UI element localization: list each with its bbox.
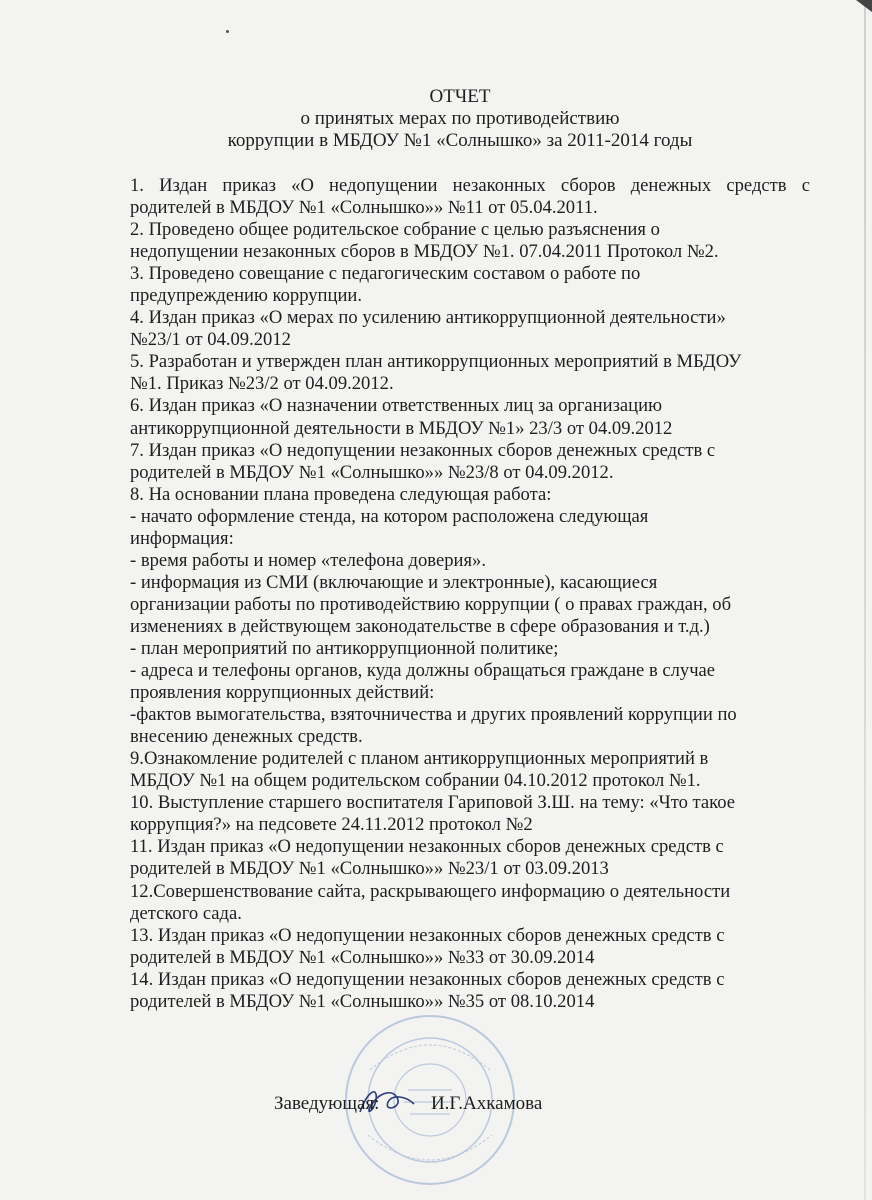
page-edge-shadow	[864, 0, 866, 1200]
report-line: -фактов вымогательства, взяточничества и других проявлений коррупции по	[130, 704, 737, 726]
report-line: 4. Издан приказ «О мерах по усилению антикоррупционной деятельности»	[130, 307, 726, 329]
report-line: родителей в МБДОУ №1 «Солнышко»» №35 от 08.10.2014	[130, 990, 595, 1012]
report-line: - информация из СМИ (включающие и электронные), касающиеся	[130, 571, 658, 593]
report-line: 10. Выступление старшего воспитателя Гариповой З.Ш. на тему: «Что такое	[130, 792, 736, 814]
report-line: информация:	[130, 527, 234, 549]
report-line: родителей в МБДОУ №1 «Солнышко»» №23/1 от 03.09.2013	[130, 858, 609, 880]
report-line: 6. Издан приказ «О назначении ответственных лиц за организацию	[130, 395, 662, 417]
report-line: 13. Издан приказ «О недопущении незаконных сборов денежных средств с	[130, 924, 725, 946]
report-line: - начато оформление стенда, на котором расположена следующая	[130, 505, 649, 527]
report-line: антикоррупционной деятельности в МБДОУ №1» 23/3 от 04.09.2012	[130, 417, 673, 439]
report-line: МБДОУ №1 на общем родительском собрании 04.10.2012 протокол №1.	[130, 770, 701, 792]
report-line: 1. Издан приказ «О недопущении незаконных сборов денежных средств с	[130, 175, 810, 196]
scan-speck	[226, 30, 229, 33]
report-line: 2. Проведено общее родительское собрание с целью разъяснения о	[130, 219, 660, 241]
folded-corner-mark	[852, 0, 872, 16]
report-line: предупреждению коррупции.	[130, 285, 362, 307]
report-line: родителей в МБДОУ №1 «Солнышко»» №11 от 05.04.2011.	[130, 197, 598, 219]
document-subtitle-line-1: о принятых мерах по противодействию	[300, 108, 620, 129]
report-line: проявления коррупционных действий:	[130, 682, 435, 704]
report-line: 14. Издан приказ «О недопущении незаконных сборов денежных средств с	[130, 968, 725, 990]
report-line: коррупция?» на педсовете 24.11.2012 протокол №2	[130, 814, 533, 836]
signer-title: Заведующая:	[274, 1093, 380, 1114]
report-line: родителей в МБДОУ №1 «Солнышко»» №23/8 от 04.09.2012.	[130, 461, 614, 483]
report-line: детского сада.	[130, 902, 242, 924]
signer-name: И.Г.Ахкамова	[430, 1093, 543, 1114]
report-line: родителей в МБДОУ №1 «Солнышко»» №33 от 30.09.2014	[130, 946, 595, 968]
document-header	[180, 86, 740, 152]
report-line: №1. Приказ №23/2 от 04.09.2012.	[130, 373, 394, 395]
report-line: 11. Издан приказ «О недопущении незаконных сборов денежных средств с	[130, 836, 724, 858]
report-line: внесению денежных средств.	[130, 726, 363, 748]
report-line: 9.Ознакомление родителей с планом антикоррупционных мероприятий в	[130, 748, 709, 770]
report-line: 12.Совершенствование сайта, раскрывающего информацию о деятельности	[130, 880, 731, 902]
report-line: - адреса и телефоны органов, куда должны обращаться граждане в случае	[130, 660, 716, 682]
report-line: №23/1 от 04.09.2012	[130, 329, 291, 351]
report-line: недопущении незаконных сборов в МБДОУ №1. 07.04.2011 Протокол №2.	[130, 241, 719, 263]
report-line: 8. На основании плана проведена следующая работа:	[130, 483, 552, 505]
report-body	[130, 175, 810, 1013]
report-line: изменениях в действующем законодательстве в сфере образования и т.д.)	[130, 615, 710, 637]
document-title: ОТЧЕТ	[429, 86, 491, 107]
document-subtitle-line-2: коррупции в МБДОУ №1 «Солнышко» за 2011-2014 годы	[227, 130, 693, 151]
report-line: - план мероприятий по антикоррупционной политике;	[130, 637, 559, 659]
report-line: 7. Издан приказ «О недопущении незаконных сборов денежных средств с	[130, 439, 716, 461]
report-line: организации работы по противодействию коррупции ( о правах граждан, об	[130, 593, 732, 615]
signature-line	[274, 1093, 542, 1115]
report-line: 5. Разработан и утвержден план антикоррупционных мероприятий в МБДОУ	[130, 351, 742, 373]
report-line: 3. Проведено совещание с педагогическим составом о работе по	[130, 263, 641, 285]
report-line: - время работы и номер «телефона доверия».	[130, 549, 486, 571]
